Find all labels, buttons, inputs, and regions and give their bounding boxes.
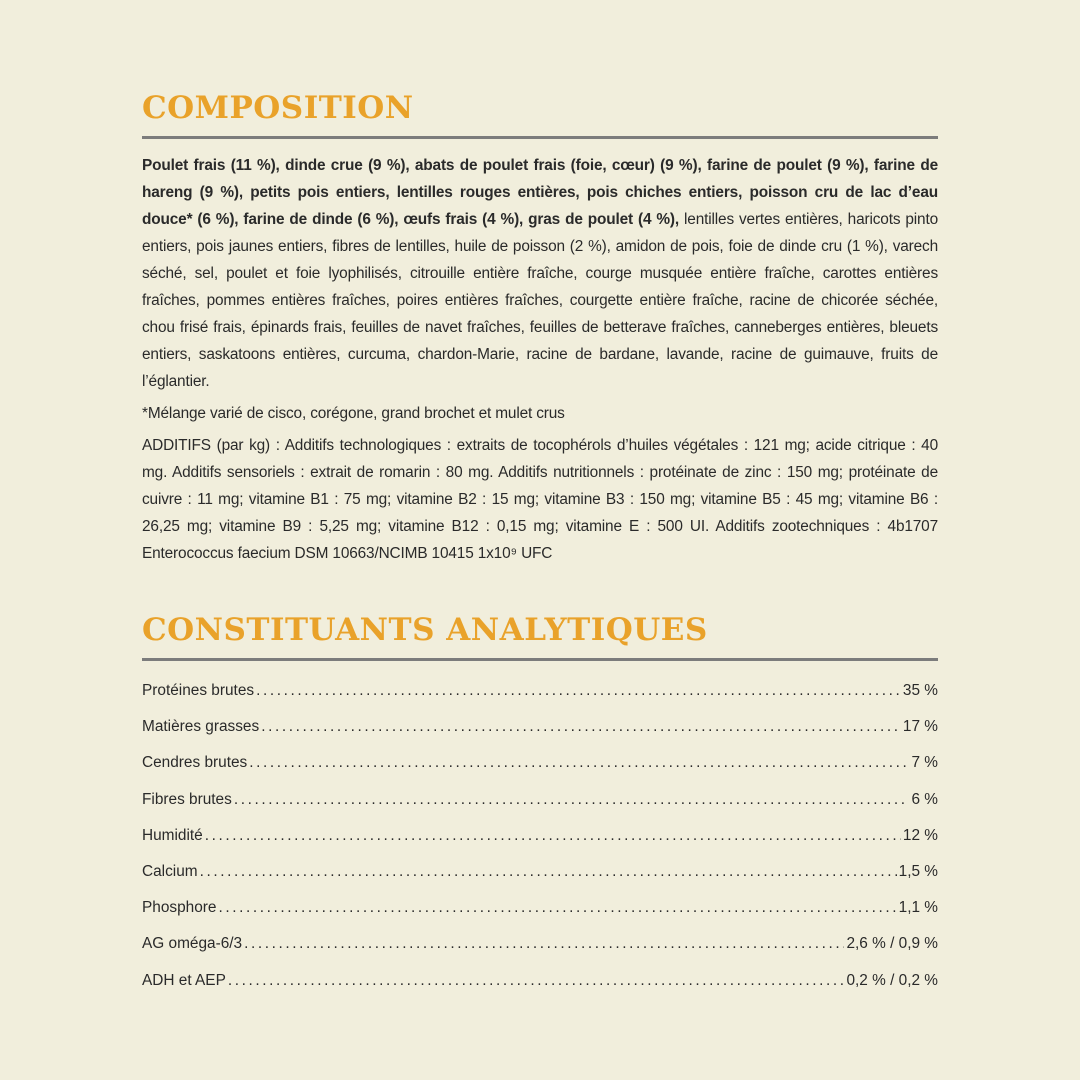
composition-text (142, 152, 938, 567)
analyse-value: 17 % (902, 718, 938, 736)
dot-leader (205, 818, 901, 854)
analyse-label: AG oméga-6/3 (142, 935, 243, 953)
analyse-value: 12 % (902, 826, 938, 844)
analyse-label: Phosphore (142, 899, 217, 917)
analyse-label: Matières grasses (142, 718, 260, 736)
additifs-paragraph: ADDITIFS (par kg) : Additifs technologiques : extraits de tocophérols d’huiles végétales : 121 mg; acide citrique : 40 mg. Additifs sensoriels : extrait de romarin : 80 mg. Additifs nutritionnels : protéinate de zinc : 150 mg; protéinate de cuivre : 11 mg; vitamine B1 : 75 mg; vitamine B2 : 15 mg; vitamine B3 : 150 mg; vitamine B5 : 45 mg; vitamine B6 : 26,25 mg; vitamine B9 : 5,25 mg; vitamine B12 : 0,15 mg; vitamine E : 500 UI. Additifs zootechniques : 4b1707 Enterococcus faecium DSM 10663/NCIMB 10415 1x10⁹ UFC (142, 437, 938, 562)
analyse-list (142, 673, 938, 999)
analyse-value: 1,1 % (898, 899, 938, 917)
analyse-label: ADH et AEP (142, 971, 226, 989)
analyse-value: 1,5 % (898, 862, 938, 880)
analyse-value: 2,6 % / 0,9 % (846, 935, 938, 953)
analyse-label: Humidité (142, 826, 203, 844)
analyse-value: 6 % (911, 790, 938, 808)
composition-title: COMPOSITION (142, 90, 414, 126)
constituants-title: CONSTITUANTS ANALYTIQUES (142, 612, 708, 648)
constituants-section (142, 610, 938, 999)
analyse-row (142, 673, 938, 709)
analyse-label: Protéines brutes (142, 682, 255, 699)
analyse-row (142, 890, 938, 926)
dot-leader (261, 709, 901, 745)
analyse-label: Cendres brutes (142, 754, 248, 772)
ingredients-bold: Poulet frais (11 %), dinde crue (9 %), abats de poulet frais (foie, cœur) (9 %), farine de poulet (9 %), farine de hareng (9 %), petits pois entiers, lentilles rouges entières, pois chiches entiers, poisson cru de lac d’eau douce* (6 %), farine de dinde (6 %), œufs frais (4 %), gras de poulet (4 %), (142, 157, 938, 228)
analyse-label: Fibres brutes (142, 790, 232, 808)
analyse-row (142, 854, 938, 890)
ingredients-regular: lentilles vertes entières, haricots pinto entiers, pois jaunes entiers, fibres de lentilles, huile de poisson (2 %), amidon de pois, foie de dinde cru (1 %), varech séché, sel, poulet et foie lyophilisés, citrouille entière fraîche, courge musquée entière fraîche, carottes entières fraîches, pommes entières fraîches, poires entières fraîches, courgette entière fraîche, racine de chicorée séchée, chou frisé frais, épinards frais, feuilles de navet fraîches, feuilles de betterave fraîches, canneberges entières, bleuets entiers, saskatoons entières, curcuma, chardon-Marie, racine de bardane, lavande, racine de guimauve, fruits de l’églantier. (142, 211, 938, 390)
composition-section (142, 88, 938, 567)
dot-leader (256, 673, 901, 709)
dot-leader (249, 745, 909, 781)
analyse-row (142, 709, 938, 745)
analyse-row (142, 782, 938, 818)
dot-leader (200, 854, 897, 890)
analyse-row (142, 818, 938, 854)
analyse-value: 0,2 % / 0,2 % (846, 971, 938, 989)
constituants-divider (142, 658, 938, 661)
footnote: *Mélange varié de cisco, corégone, grand brochet et mulet crus (142, 405, 565, 422)
analyse-row (142, 926, 938, 962)
dot-leader (228, 963, 845, 999)
dot-leader (234, 782, 910, 818)
analyse-row (142, 745, 938, 781)
ingredients-paragraph (142, 152, 938, 395)
dot-leader (218, 890, 896, 926)
composition-divider (142, 136, 938, 139)
dot-leader (244, 926, 844, 962)
analyse-value: 7 % (911, 754, 938, 772)
analyse-row (142, 963, 938, 999)
analyse-value: 35 % (902, 682, 938, 699)
analyse-label: Calcium (142, 862, 198, 880)
